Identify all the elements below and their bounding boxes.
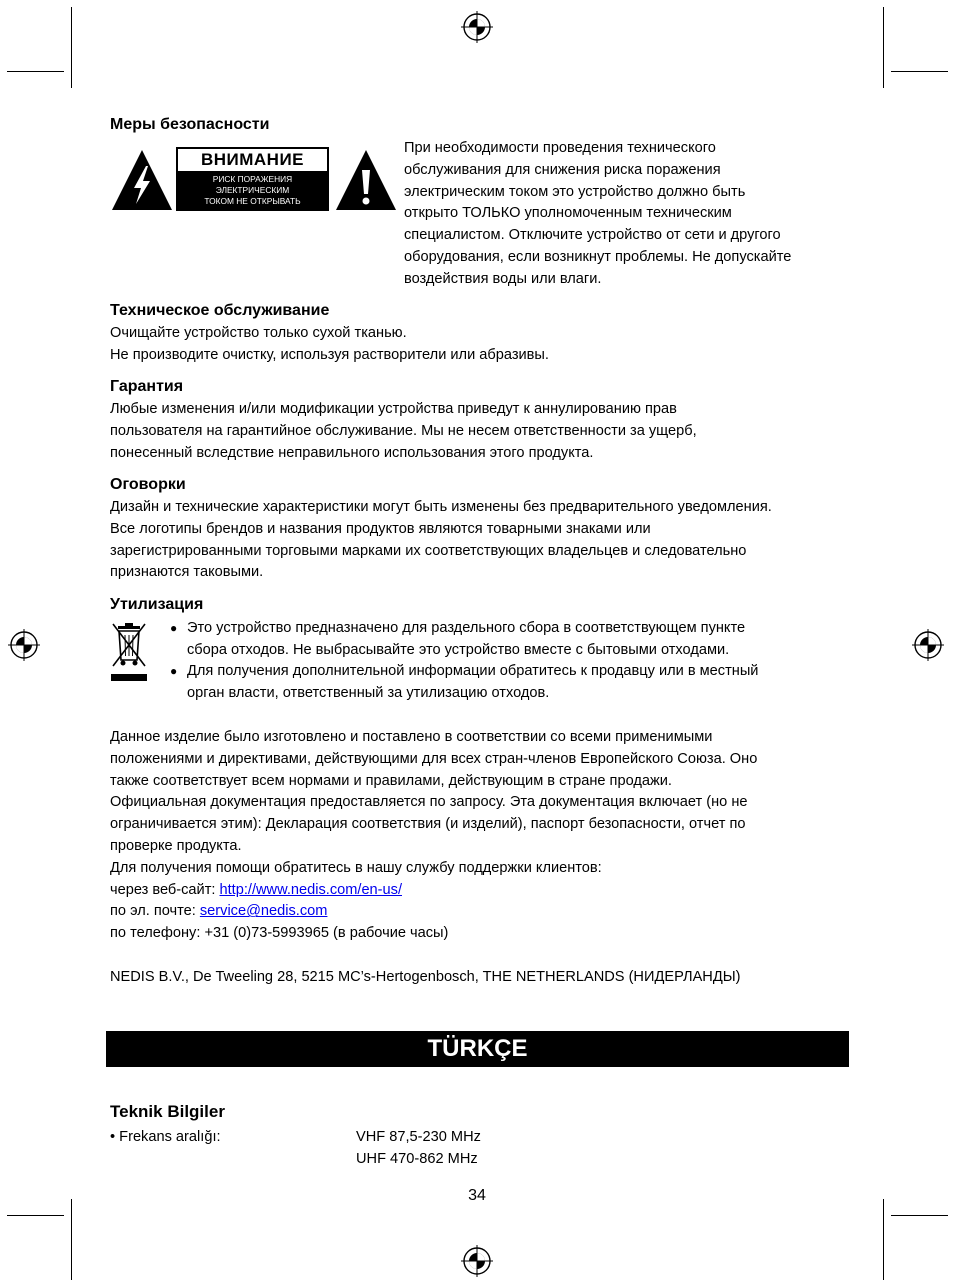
warranty-text: Любые изменения и/или модификации устройства приведут к аннулированию прав пользователя на гарантийное обслуживание. Мы не несем ответственности за ущерб, понесенный вследствие неправильного использования этого продукта. (110, 401, 697, 461)
maintenance-heading: Техническое обслуживание (110, 302, 330, 319)
frequency-label: • Frekans aralığı: (110, 1129, 221, 1145)
crop-mark (891, 71, 948, 72)
website-link[interactable]: http://www.nedis.com/en-us/ (219, 881, 402, 898)
crop-mark (7, 1215, 64, 1216)
disposal-bullet-2: Для получения дополнительной информации обратитесь к продавцу или в местный орган власти, ответственный за утилизацию отходов. (187, 663, 759, 701)
lightning-warning-icon (110, 148, 174, 212)
crop-mark (71, 1199, 72, 1280)
warning-title: ВНИМАНИЕ (178, 149, 327, 171)
bullet-dot: ● (170, 664, 178, 678)
registration-mark-icon (460, 1244, 494, 1278)
safety-heading: Меры безопасности (110, 116, 270, 133)
compliance-text: Данное изделие было изготовлено и поставлено в соответствии со всеми применимыми положениями и директивами, действующими для всех стран-членов Европейского Союза. Оно также соответствует всем нормами и правилами, действующим в стране продажи. Официальная документация предоставляется по запросу. Эта документация включает (но не ограничивается этим): Декларация соответствия (и изделий), паспорт безопасности, отчет по проверке продукта. Для получения помощи обратитесь в нашу службу поддержки клиентов: через веб-сайт: http://www.nedis.com/en-us/ по эл. почте: service@nedis.com по телефону: +31 (0)73-5993965 (в рабочие часы) (110, 727, 757, 945)
warning-label (176, 147, 329, 211)
disposal-heading: Утилизация (110, 596, 204, 613)
company-address: NEDIS B.V., De Tweeling 28, 5215 MC’s-Hertogenbosch, THE NETHERLANDS (НИДЕРЛАНДЫ) (110, 969, 741, 985)
website-line: через веб-сайт: http://www.nedis.com/en-us/ (110, 881, 402, 898)
tech-info-heading: Teknik Bilgiler (110, 1102, 225, 1121)
email-link[interactable]: service@nedis.com (199, 903, 328, 920)
disclaimer-text: Дизайн и технические характеристики могут быть изменены без предварительного уведомления. Все логотипы брендов и названия продуктов являются товарными знаками или зарегистрированными торговыми марками их соответствующих владельцев и следовательно признаются таковыми. (110, 499, 772, 581)
language-banner: TÜRKÇE (106, 1031, 849, 1067)
safety-text: При необходимости проведения технического обслуживания для снижения риска поражения электрическим током это устройство должно быть открыто ТОЛЬКО уполномоченным техническим специалистом. Отключите устройство от сети и другого оборудования, если возникнут проблемы. Не допускайте воздействия воды или влаги. (404, 140, 792, 287)
crop-mark (891, 1215, 948, 1216)
crossed-bin-icon (108, 620, 150, 684)
email-line: по эл. почте: service@nedis.com (110, 903, 328, 920)
registration-mark-icon (911, 628, 945, 662)
exclamation-warning-icon (334, 148, 398, 212)
crop-mark (71, 7, 72, 88)
registration-mark-icon (7, 628, 41, 662)
disclaimer-heading: Оговорки (110, 476, 186, 493)
warning-subtext: РИСК ПОРАЖЕНИЯ ЭЛЕКТРИЧЕСКИМ ТОКОМ НЕ ОТКРЫВАТЬ (204, 174, 301, 206)
maintenance-text: Очищайте устройство только сухой тканью. Не производите очистку, используя растворители или абразивы. (110, 325, 549, 363)
warranty-heading: Гарантия (110, 378, 184, 395)
phone-line: по телефону: +31 (0)73-5993965 (в рабочие часы) (110, 925, 449, 942)
crop-mark (7, 71, 64, 72)
bullet-dot: ● (170, 621, 178, 635)
page-number: 34 (468, 1187, 486, 1204)
registration-mark-icon (460, 10, 494, 44)
crop-mark (883, 1199, 884, 1280)
disposal-bullet-1: Это устройство предназначено для раздельного сбора в соответствующем пункте сбора отходов. Не выбрасывайте это устройство вместе с бытовыми отходами. (187, 620, 746, 658)
crop-mark (883, 7, 884, 88)
frequency-values: VHF 87,5-230 MHz UHF 470-862 MHz (356, 1129, 481, 1167)
